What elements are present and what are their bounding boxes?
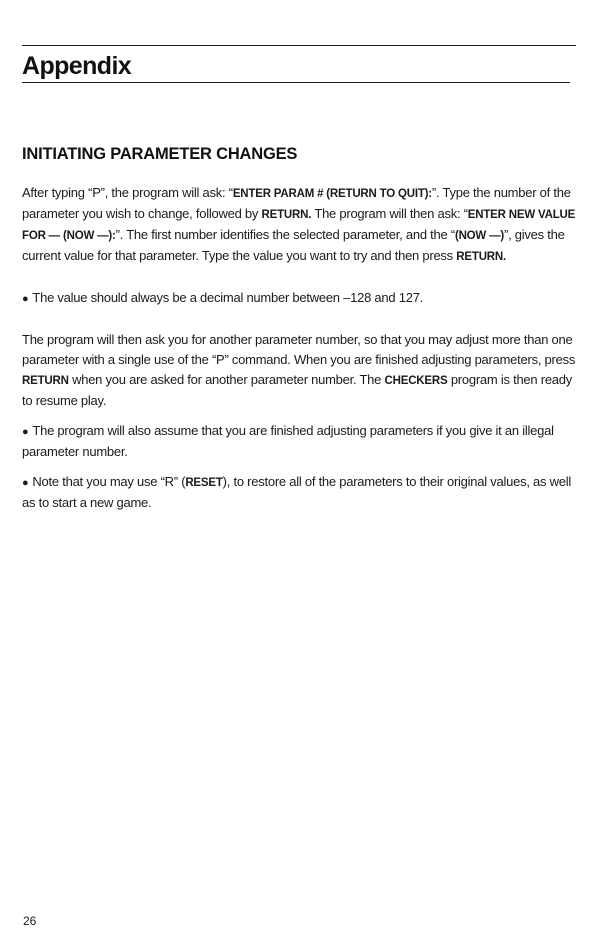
- text-run: The program will then ask: “: [311, 206, 468, 221]
- header-rule-top: [22, 45, 576, 46]
- prompt-keyword: (NOW —): [454, 230, 504, 242]
- bullet-icon: ●: [22, 426, 29, 438]
- text-run: ”. The first number identifies the selected parameter, and the “: [115, 227, 455, 242]
- key-keyword: RETURN.: [456, 251, 507, 263]
- program-name: CHECKERS: [384, 375, 448, 387]
- paragraph-multiple-params: [22, 330, 578, 411]
- section-heading: INITIATING PARAMETER CHANGES: [22, 145, 298, 163]
- bullet-value-range: [22, 288, 578, 309]
- chapter-title: Appendix: [22, 52, 132, 80]
- text-run: The program will also assume that you are finished adjusting parameters if you give it an illegal parameter number.: [22, 423, 554, 459]
- body-text: [22, 183, 578, 524]
- text-run: The value should always be a decimal number between –128 and 127.: [32, 290, 424, 305]
- page-number: 26: [23, 914, 37, 928]
- bullet-icon: ●: [22, 293, 29, 305]
- text-run: ), to restore all of the parameters to their original values, as well as to start a new game.: [22, 474, 572, 510]
- text-run: ”, gives the current value for that parameter. Type the value you want to try and then press: [22, 227, 565, 263]
- text-run: program is then ready to resume play.: [22, 372, 573, 408]
- bullet-illegal-param: [22, 421, 578, 462]
- key-keyword: RETURN.: [261, 209, 312, 221]
- key-keyword: RETURN: [22, 375, 69, 387]
- text-run: The program will then ask you for another parameter number, so that you may adjust more than one parameter with a single use of the “P” command. When you are finished adjusting parameters, press: [22, 332, 576, 367]
- text-run: ”. Type the number of the parameter you wish to change, followed by: [22, 185, 571, 221]
- prompt-keyword: ENTER PARAM # (RETURN TO QUIT):: [232, 188, 432, 200]
- prompt-keyword: ENTER NEW VALUE FOR — (NOW —):: [22, 209, 576, 242]
- text-run: when you are asked for another parameter number. The: [68, 372, 385, 387]
- text-run: After typing “P”, the program will ask: “: [22, 185, 233, 200]
- bullet-reset-note: [22, 472, 578, 513]
- bullet-icon: ●: [22, 477, 29, 489]
- header-rule-bottom: [22, 82, 570, 83]
- paragraph-intro: [22, 183, 578, 267]
- key-keyword: RESET: [185, 477, 223, 489]
- text-run: Note that you may use “R” (: [32, 474, 186, 489]
